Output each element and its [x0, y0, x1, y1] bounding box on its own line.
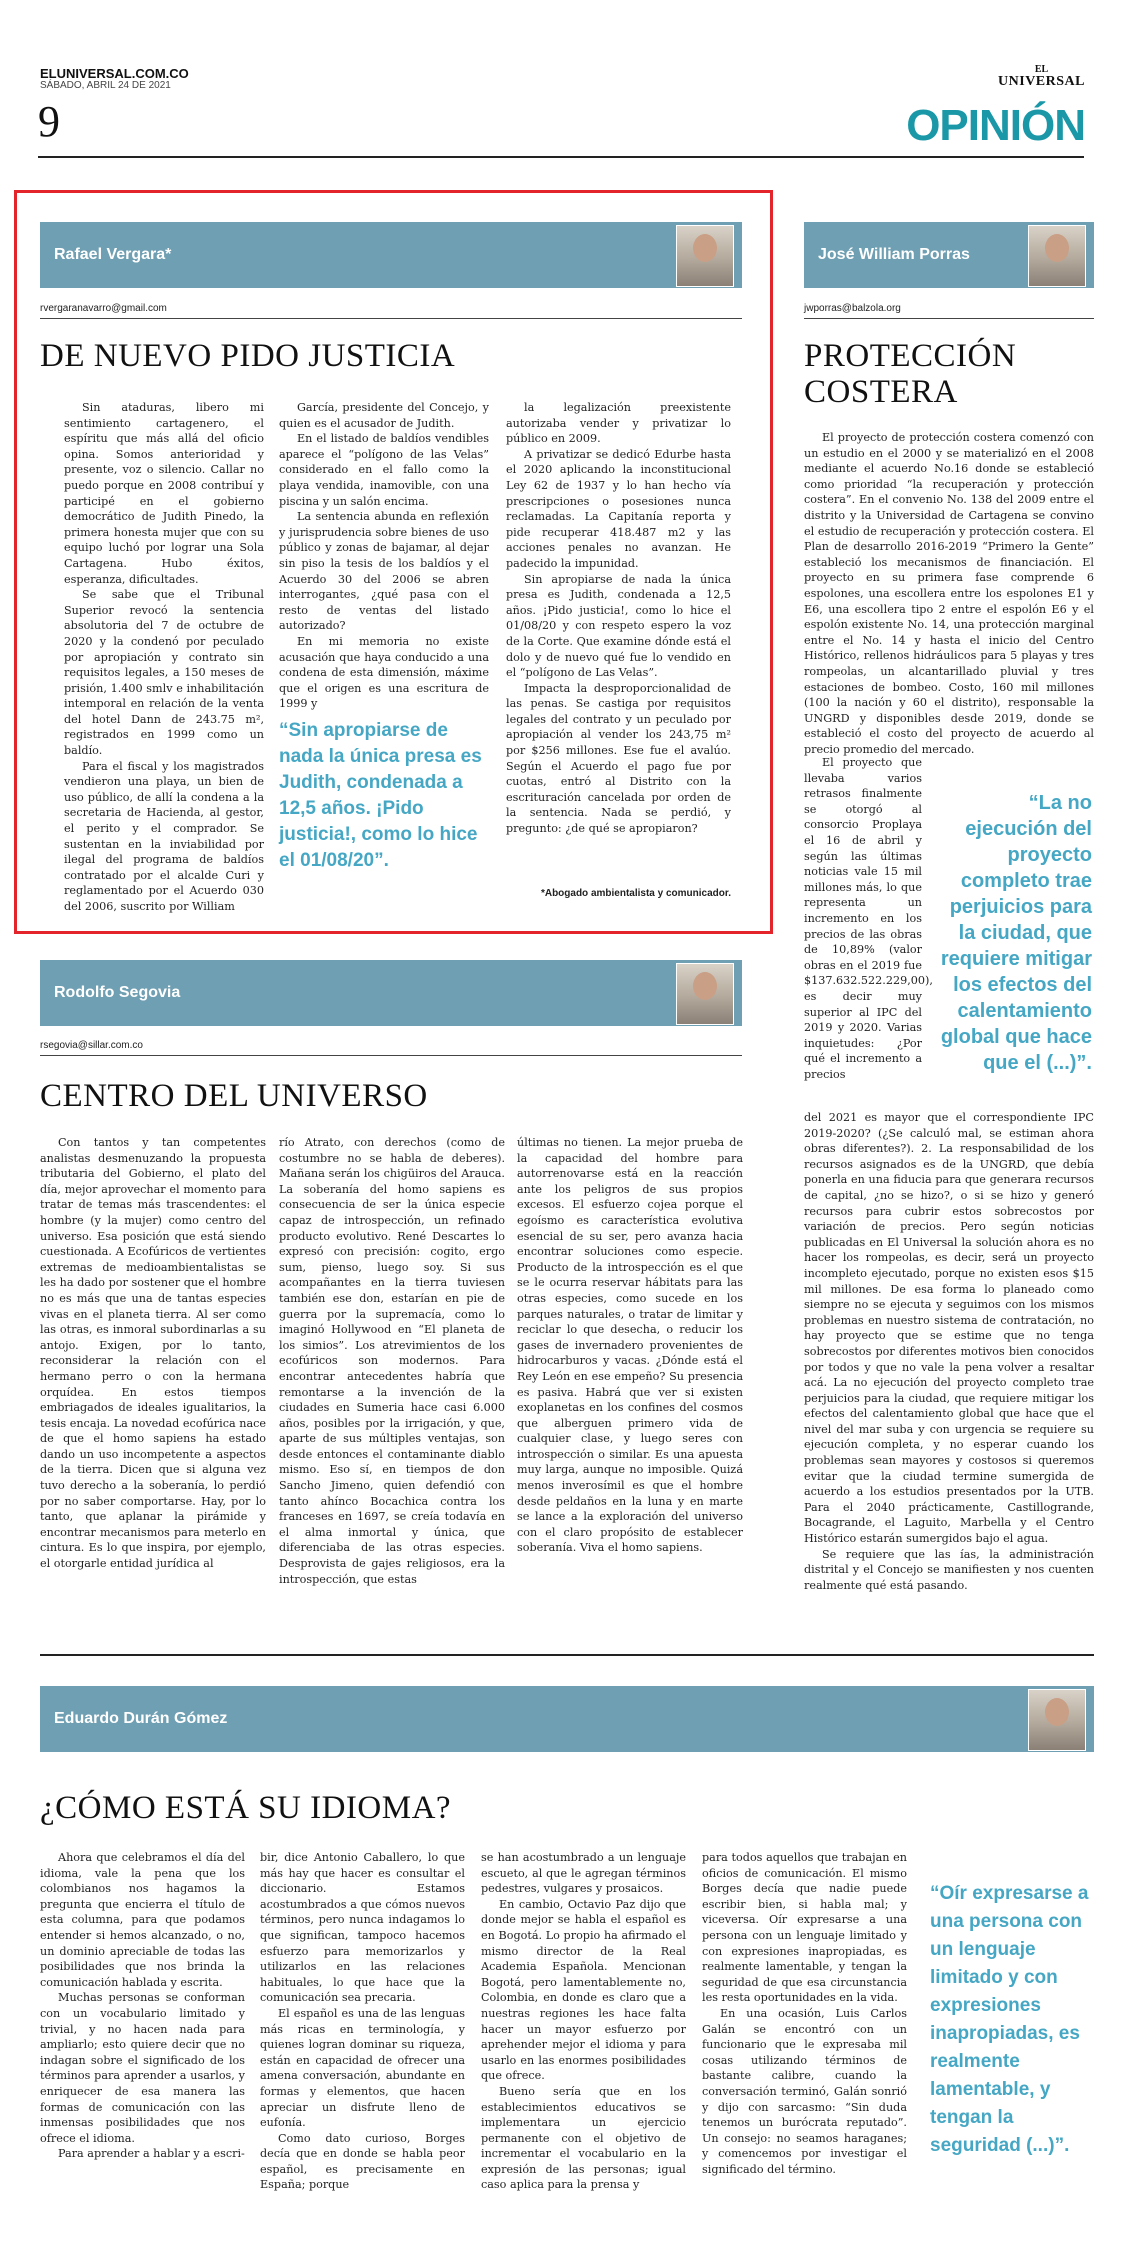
paragraph: En mi memoria no existe acusación que haya conducido a una condena de esta dimensión, máxime que el origen es una escritura de 1999 y — [279, 634, 489, 711]
paragraph: bir, dice Antonio Caballero, lo que más hay que hacer es consultar el diccionario. Estamos acostumbrados a que cómos nuevos términos, pero nunca indagamos lo que significan, tampoco hacemos esfuerzo para memorizarlos y utilizarlos en las relaciones habituales, lo que hace que la comunicación sea precaria. — [260, 1851, 465, 2005]
article-title: ¿CÓMO ESTÁ SU IDIOMA? — [40, 1790, 452, 1826]
article-column-3 — [517, 1135, 743, 1556]
paragraph: Se requiere que las ías, la administración distrital y el Concejo se manifiesten y nos cuenten realmente qué está pasando. — [804, 1547, 1094, 1592]
paragraph: Impacta la desproporcionalidad de las penas. Se castiga por requisitos legales del contrato y un peculado por apropiación al vender los 243,75 m² por $256 millones. Ese fue el avalúo. Según el Acuerdo el pago fue por cuotas, entró al Distrito con la escrituración cancelada por orden de la sentencia. Nada se perdió, y pregunto: ¿de qué se apropiaron? — [506, 681, 731, 836]
author-name: José William Porras — [818, 246, 970, 263]
article-title: DE NUEVO PIDO JUSTICIA — [40, 338, 456, 374]
author-photo — [1028, 225, 1086, 287]
site-name: ELUNIVERSAL.COM.CO — [40, 66, 189, 81]
paragraph: Sin apropiarse de nada la única presa es Judith, condenada a 12,5 años. ¡Pido justicia!, como lo hice el 01/08/20 y con respeto espero la voz de la Corte. Que examine dónde está el dolo y de nuevo qué fue lo vendido en el “polígono de Las Velas”. — [506, 572, 731, 680]
article-text-bottom — [804, 1110, 1094, 1593]
article-title: CENTRO DEL UNIVERSO — [40, 1078, 428, 1114]
article-column-1 — [40, 1850, 245, 2162]
paragraph: En cambio, Octavio Paz dijo que donde mejor se habla el español es en Bogotá. Lo propio ha afirmado el mismo director de la Real Academia Española. Mencionan Bogotá, pero lamentablemente no, Colombia, en donde es claro que a nuestras regiones les hace falta hacer un mayor esfuerzo por aprehender mejor el idioma y para usarlo en las enormes posibilidades que ofrece. — [481, 1897, 686, 2083]
issue-date: SÁBADO, ABRIL 24 DE 2021 — [40, 80, 171, 91]
author-name: Rodolfo Segovia — [54, 984, 181, 1001]
paragraph: Bueno sería que en los establecimientos educativos se implementara un ejercicio permanente con el objetivo de incrementar el vocabulario en la expresión de las personas; igual caso aplica para la prensa y — [481, 2084, 686, 2192]
article-column-2 — [279, 1135, 505, 1587]
paragraph: Como dato curioso, Borges decía que en donde se habla peor español, es precisamente en España; porque — [260, 2131, 465, 2192]
author-email: jwporras@balzola.org — [804, 303, 901, 314]
article-text-narrow — [804, 755, 933, 1082]
email-divider — [40, 1055, 742, 1056]
paragraph: Ahora que celebramos el día del idioma, vale la pena que los colombianos nos hagamos la pregunta que encierra el título de esta columna, para que podamos entender si hemos alcanzado, o no, un dominio apreciable de todas las posibilidades que nos brinda la comunicación hablada y escrita. — [40, 1851, 245, 1989]
paragraph: Sin ataduras, libero mi sentimiento cartagenero, el espíritu que más allá del oficio opina. Somos anterioridad y presente, voz o silencio. Callar no puedo porque en 2008 contribuí y participé en el gobierno democrático de Judith Pinedo, la primera honesta mujer que con su equipo luchó por lograr una Sola Cartagena. Hubo éxitos, esperanza, dificultades. — [64, 401, 264, 586]
author-name: Eduardo Durán Gómez — [54, 1710, 228, 1727]
paragraph: Con tantos y tan competentes analistas desmenuzando la propuesta tributaria del Gobierno, el plato del día, mejor aprovechar el momento para tratar de temas más trascendentes: el hombre (y la mujer) como centro del universo. Esa posición que está siendo cuestionada. A Ecofúricos de vertientes extremas de medioambientalistas se les ha dado por sostener que el hombre no es más que una de tantas especies vivas en el planeta tierra. Al ser como las otras, es inmoral subordinarlas a su antojo. Exigen, por lo tanto, reconsiderar la relación con el hermano perro o con la hermana orquídea. En estos tiempos embriagados de ideales igualitarios, la tesis encaja. La novedad ecofúrica nace de que el homo sapiens ha estado dando un uso incompetente a aspectos de la tierra. Dicen que si alguna vez tuvo derecho a la soberanía, lo perdió por no saber comportarse. Hay, por lo tanto, que aplanar la pirámide y encontrar mecanismos para meterlo en cintura. Es lo que inspira, por ejemplo, el otorgarle entidad jurídica al — [40, 1136, 266, 1571]
article-text-top — [804, 430, 1094, 757]
author-bar-vergara — [40, 222, 742, 288]
paragraph: se han acostumbrado a un lenguaje escueto, al que le agregan términos pedestres, vulgares y prosaicos. — [481, 1851, 686, 1896]
author-photo — [676, 225, 734, 287]
article-title — [804, 338, 1016, 410]
article-column-3 — [481, 1850, 686, 2193]
article-column-2 — [279, 400, 489, 712]
author-photo — [1028, 1689, 1086, 1751]
pull-quote: “Sin apropiarse de nada la única presa es Judith, condenada a 12,5 años. ¡Pido justicia!, como lo hice el 01/08/20”. — [279, 720, 482, 871]
article-column-1 — [40, 1135, 266, 1572]
paragraph: A privatizar se dedicó Edurbe hasta el 2020 aplicando la inconstitucional Ley 62 de 1937 y lo han hecho vía prescripciones o posesiones nunca reclamadas. La Capitanía reporta y pide recuperar 418.487 m2 y las acciones penales no avanzan. He padecido la impunidad. — [506, 447, 731, 570]
page-number: 9 — [38, 97, 60, 146]
paragraph: García, presidente del Concejo, y quien es el acusador de Judith. — [279, 401, 489, 430]
author-email: rvergaranavarro@gmail.com — [40, 303, 167, 314]
article-column-1 — [64, 400, 264, 915]
paragraph: En una ocasión, Luis Carlos Galán se encontró con un funcionario que le expresaba mil cosas utilizando términos de bastante calibre, cuando la conversación terminó, Galán sonrió y dijo con sarcasmo: “Sin duda tenemos un burócrata reputado”. Un consejo: no seamos haraganes; y comencemos por investigar el significado del término. — [702, 2006, 907, 2176]
title-line-1: PROTECCIÓN — [804, 338, 1017, 374]
paragraph: El proyecto de protección costera comenzó con un estudio en el 2000 y se materializó en el 2008 mediante el acuerdo No.16 donde se estableció como prioridad “la recuperación y protección costera”. En el convenio No. 138 del 2009 entre el distrito y la Universidad de Cartagena se convino el estudio de recuperación y protección costera. El Plan de desarrollo 2016-2019 “Primero la Gente” estableció los mecanismos de financiación. El proyecto en su primera fase comprende 6 espolones, una escollera entre los espolones E1 y E6, una escollera tipo 2 entre el espolón E6 y el espolón existente No. 14, una protección marginal entre el No. 14 y hasta el inicio del Centro Histórico, rellenos hidráulicos para 5 playas y tres rompeolas, un alcantarillado pluvial y tres estaciones de bombeo. Costo, 160 mil millones (100 la nación y 60 el distrito), responsable la UNGRD y disponibles desde 2019, donde se estableció el costo del proyecto de acuerdo al precio promedio del mercado. — [804, 431, 1094, 756]
article-column-2 — [260, 1850, 465, 2193]
pull-quote: “La no ejecución del proyecto completo trae perjuicios para la ciudad, que requiere mitigar los efectos del calentamiento global que hace que el (...)”. — [940, 792, 1092, 1074]
newspaper-logo — [998, 64, 1085, 88]
author-photo — [676, 963, 734, 1025]
paragraph: río Atrato, con derechos (como de costumbre no se habla de deberes). Mañana serán los chigüiros del Arauca. La soberanía del homo sapiens es consecuencia de ser la única especie capaz de introspección, un refinado producto evolutivo. René Descartes lo expresó con precisión: cogito, ergo sum, pienso, luego soy. Si sus acompañantes en la tierra tuviesen también ese don, estarían en pie de guerra por la supremacía, como lo imaginó Hollywood en “El planeta de los simios”. Los atrevimientos de los ecofúricos son modernos. Para encontrar antecedentes habría que remontarse a la invención de la ciudades en Sumeria hace casi 6.000 años, posibles por la irrigación, y que, aparte de sus múltiples ventajas, son desde entonces el contaminante diablo mismo. Eso sí, en tiempos de don Sancho Jimeno, quien defendió con tanto ahínco Bocachica contra los franceses en 1697, se creía todavía en el alma inmortal y única, que diferenciaba de las otras especies. Desprovista de gajes religiosos, era la introspección, que estas — [279, 1136, 505, 1586]
author-bar-porras — [804, 222, 1094, 288]
author-email: rsegovia@sillar.com.co — [40, 1040, 143, 1051]
title-line-2: COSTERA — [804, 374, 958, 410]
email-divider — [40, 318, 742, 319]
article-column-4 — [702, 1850, 907, 2177]
author-name: Rafael Vergara* — [54, 246, 172, 263]
paragraph: del 2021 es mayor que el correspondiente IPC 2019-2020? (¿Se calculó mal, se estiman ahora obras diferentes?). 2. La responsabilidad de los recursos asignados es de la UNGRD, que debía ponerla en una fiducia para que generara recursos de capital, ¿no se hizo?, o si se hizo y generó recursos para cubrir estos sobrecostos por variación de precios. Pero según noticias publicadas en El Universal la solución ahora es no hacer los rompeolas, es decir, será un proyecto incompleto ejecutado, porque no existen esos $15 mil millones. De esa forma lo planeado como siempre no se ejecuta y seguimos con los mismos problemas en nuestro sistema de contratación, no hay proyecto que se estime que no tenga sobrecostos por diferentes motivos bien conocidos por todos y que no vale la pena volver a resaltar acá. La no ejecución del proyecto completo trae perjuicios para la ciudad, que requiere mitigar los efectos del calentamiento global que hace que el nivel del mar suba y con urgencia se requiere su ejecución completa, y no esperar cuando los problemas sean mayores y costosos si queremos evitar que la ciudad termine sumergida de acuerdo a los estudios presentados por la UTB. Para el 2040 prácticamente, Castillogrande, Bocagrande, el Laguito, Marbella y el Centro Histórico estarán sumergidos bajo el agua. — [804, 1111, 1094, 1546]
email-divider — [804, 318, 1094, 319]
section-divider — [40, 1654, 1094, 1656]
paragraph: Muchas personas se conforman con un vocabulario limitado y trivial, y no hacen nada para ampliarlo; esto quiere decir que no indagan sobre el significado de los términos para aprender a usarlos, y enriquecer de esa manera las formas de comunicación con las inmensas posibilidades que nos ofrece el idioma. — [40, 1991, 245, 2145]
paragraph: El español es una de las lenguas más ricas en terminología, y quienes logran dominar su riqueza, están en capacidad de ofrecer una amena conversación, abundante en formas y elementos, que hacen apreciar un disfrute lleno de eufonía. — [260, 2006, 465, 2130]
logo-line-2: UNIVERSAL — [998, 74, 1085, 89]
paragraph: para todos aquellos que trabajan en oficios de comunicación. El mismo Borges decía que nadie puede escribir bien, si habla mal; y viceversa. Oír expresarse a una persona con un lenguaje limitado y con expresiones inapropiadas, es realmente lamentable, y tengan la seguridad de que esa circunstancia les resta oportunidades en la vida. — [702, 1851, 907, 2005]
paragraph: Se sabe que el Tribunal Superior revocó la sentencia absolutoria del 7 de octubre de 2020 y la condenó por peculado por apropiación y contrato sin requisitos legales, a 150 meses de prisión, 1.400 smlv e inhabilitación intemporal en relación de la venta del hotel Dann de 243.75 m², registrados en 1999 como un baldío. — [64, 588, 264, 758]
paragraph: últimas no tienen. La mejor prueba de la capacidad del hombre para autorrenovarse está en la reacción ante los peligros de sus propios excesos. El esfuerzo cojea porque el egoísmo es característica evolutiva esencial de su ser, pero avanza hacia encontrar soluciones como especie. Producto de la introspección es el que se le ocurra reservar hábitats para las otras especies, como sucede en los parques naturales, o tratar de limitar y reciclar lo que desecha, o reducir los gases de invernadero provenientes de hidrocarburos y vacas. ¿Dónde está el Rey León en ese empeño? Su presencia es pasiva. Habrá que ver si existen exoplanetas en los confines del cosmos que alberguen primero vida de cualquier clase, y luego seres con introspección o similar. Es una apuesta muy larga, aunque no imposible. Quizá menos inverosímil es que el hombre desde peldaños en la luna y en marte se lance a la exploración del universo con el claro propósito de establecer soberanía. Viva el homo sapiens. — [517, 1136, 743, 1555]
paragraph: Para aprender a hablar y a escri- — [58, 2147, 245, 2161]
header-divider — [38, 156, 1084, 158]
paragraph: En el listado de baldíos vendibles aparece el “polígono de las Velas” considerado en el fallo como la playa vendida, inamovible, con una piscina y un salón encima. — [279, 432, 489, 508]
paragraph: la legalización preexistente autorizaba vender y privatizar lo público en 2009. — [506, 401, 731, 446]
paragraph: La sentencia abunda en reflexión y jurisprudencia sobre bienes de uso público y zonas de bajamar, al dejar sin piso la tesis de los baldíos y el Acuerdo 30 del 2006 se abren interrogantes, ¿qué pasa con el resto de ventas del listado autorizado? — [279, 510, 489, 633]
paragraph: Para el fiscal y los magistrados vendieron una playa, un bien de uso público, de allí la condena a la secretaria de Hacienda, al gestor, el perito y el comprador. Se sustentan en la inviabilidad por ilegal del programa de baldíos contratado por el alcalde Curi y reglamentado por el Acuerdo 030 del 2006, suscrito por William — [64, 759, 264, 913]
article-column-3 — [506, 400, 731, 837]
section-title: OPINIÓN — [906, 101, 1085, 150]
pull-quote: “Oír expresarse a una persona con un lenguaje limitado y con expresiones inapropiadas, es realmente lamentable, y tengan la seguridad (...)”. — [930, 1883, 1089, 2156]
author-note: *Abogado ambientalista y comunicador. — [540, 888, 731, 899]
author-bar-duran — [40, 1686, 1094, 1752]
author-bar-segovia — [40, 960, 742, 1026]
logo-line-1: EL — [1034, 64, 1049, 75]
paragraph: El proyecto que llevaba varios retrasos finalmente se otorgó al consorcio Proplaya el 16 de abril y según las últimas noticias vale 15 mil millones más, lo que representa un incremento en los precios de las obras de 10,89% (valor obras en el 2019 fue $137.632.522.229,00), es decir muy superior al IPC del 2019 y 2020. Varias inquietudes: ¿Por qué el incremento a precios — [804, 756, 933, 1081]
